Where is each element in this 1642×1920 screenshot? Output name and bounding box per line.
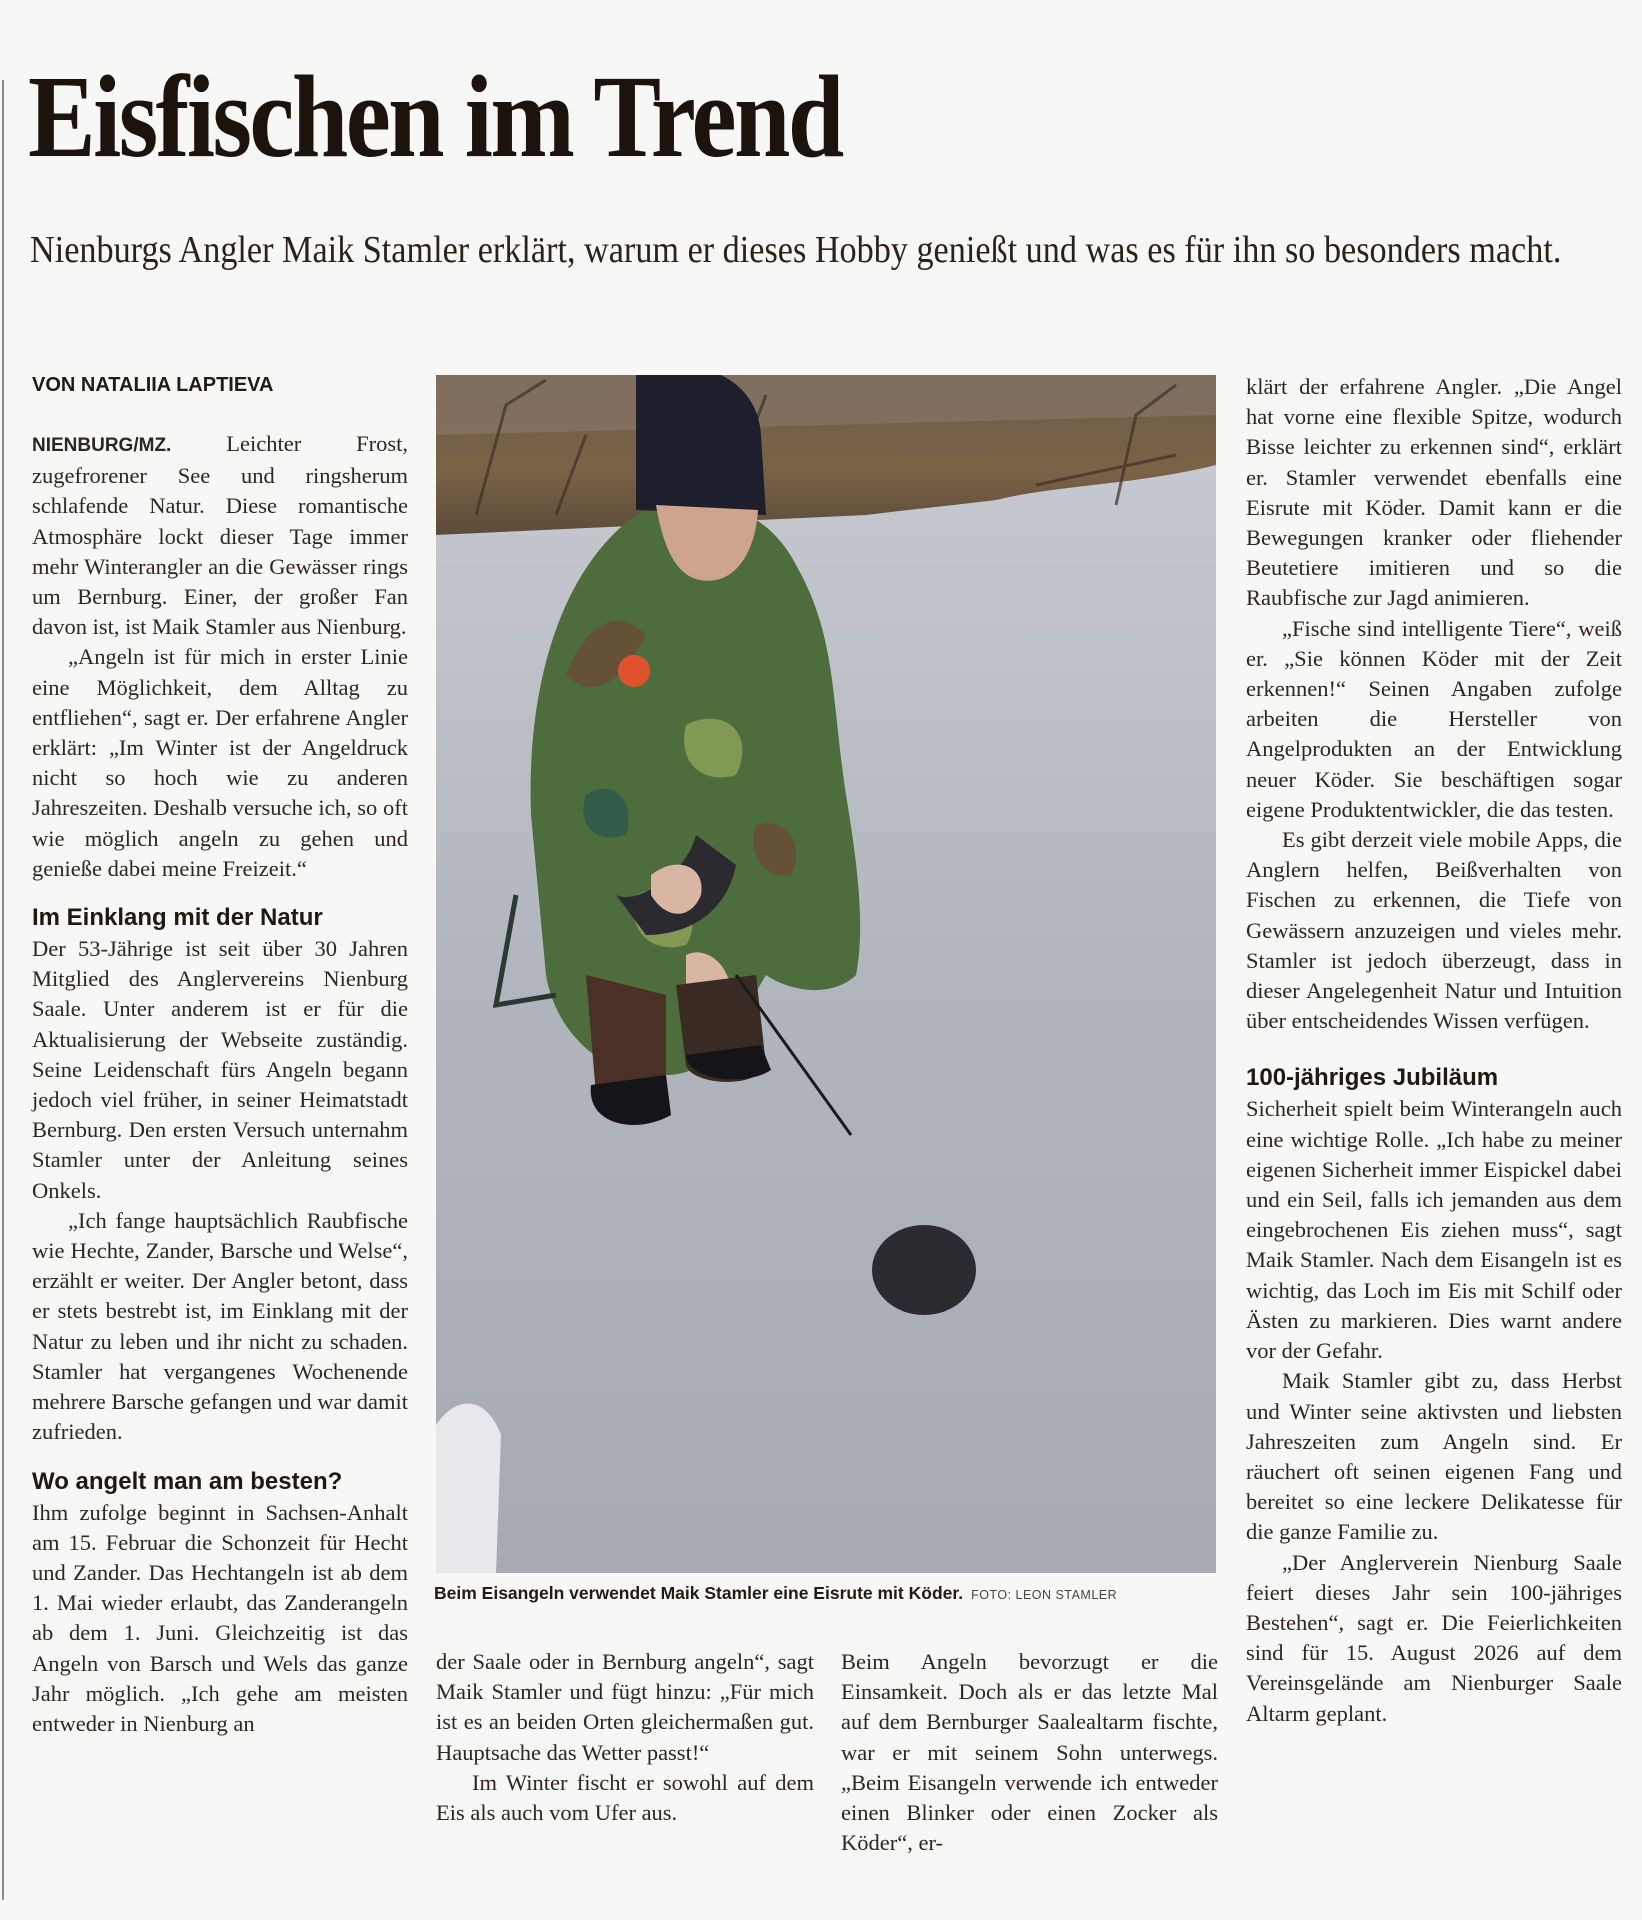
headline: Eisfischen im Trend — [28, 51, 842, 182]
dateline: NIENBURG/MZ. — [32, 435, 172, 456]
paragraph: Beim Angeln bevorzugt er die Einsamkeit. Doch als er das letzte Mal auf dem Bernburger Saalealtarm fischte, war er mit seinem Sohn unterwegs. „Beim Eisangeln verwende ich entweder einen Blinker oder einen Zocker als Köder“, er- — [841, 1649, 1218, 1856]
subheading: 100-jähriges Jubiläum — [1246, 1064, 1499, 1092]
photo-credit: FOTO: LEON STAMLER — [971, 1588, 1118, 1602]
paragraph: klärt der erfahrene Angler. „Die Angel hat vorne eine flexible Spitze, wodurch Bisse leichter zu erkennen sind“, erklärt er. Stamler verwendet ebenfalls eine Eisrute mit Köder. Damit kann er die Bewegungen kranker oder fliehender Beutetiere imitieren und so die Raubfische zur Jagd animieren. — [1246, 374, 1622, 611]
paragraph: Maik Stamler gibt zu, dass Herbst und Winter seine aktivsten und liebsten Jahreszeiten zum Angeln sind. Er räuchert oft seinen eigenen Fang und bereitet so eine leckere Delikatesse für die ganze Familie zu. — [1246, 1368, 1622, 1545]
photo-caption — [434, 1583, 1117, 1604]
paragraph — [32, 429, 408, 642]
paragraph: der Saale oder in Bernburg angeln“, sagt Maik Stamler und fügt hinzu: „Für mich ist es an beiden Orten gleichermaßen gut. Hauptsache das Wetter passt!“ — [436, 1649, 814, 1765]
byline: VON NATALIIA LAPTIEVA — [32, 374, 274, 396]
subtitle: Nienburgs Angler Maik Stamler erklärt, warum er dieses Hobby genießt und was es für ihn so besonders macht. — [30, 229, 1562, 271]
subheading: Wo angelt man am besten? — [32, 1467, 343, 1495]
paragraph: Ihm zufolge beginnt in Sachsen-Anhalt am 15. Februar die Schonzeit für Hecht und Zander. Das Hechtangeln ist ab dem 1. Mai wieder erlaubt, das Zanderangeln ab dem 1. Juni. Gleichzeitig ist das Angeln von Barsch und Wels das ganze Jahr möglich. „Ich gehe am meisten entweder in Nienburg an — [32, 1499, 408, 1736]
article-column-2 — [436, 1647, 814, 1828]
paragraph: Es gibt derzeit viele mobile Apps, die Anglern helfen, Beißverhalten von Fischen zu erkennen, die Tiefe von Gewässern anzuzeigen und vieles mehr. Stamler ist jedoch überzeugt, dass in dieser Angelegenheit Natur und Intuition über entscheidendes Wissen verfügen. — [1246, 827, 1622, 1034]
paragraph: „Fische sind intelligente Tiere“, weiß er. „Sie können Köder mit der Zeit erkennen!“ Seinen Angaben zufolge arbeiten die Hersteller von Angelprodukten an der Entwicklung neuer Köder. Sie beschäftigen sogar eigene Produktentwickler, die das testen. — [1246, 615, 1622, 822]
paragraph: „Ich fange hauptsächlich Raubfische wie Hechte, Zander, Barsche und Welse“, erzählt er weiter. Der Angler betont, dass er stets bestrebt ist, im Einklang mit der Natur zu leben und ihr nicht zu schaden. Stamler hat vergangenes Wochenende mehrere Barsche gefangen und war damit zufrieden. — [32, 1207, 408, 1445]
article-column-3 — [841, 1647, 1218, 1858]
caption-text: Beim Eisangeln verwendet Maik Stamler eine Eisrute mit Köder. — [434, 1583, 964, 1603]
article-photo — [436, 375, 1216, 1573]
article-column-4 — [1246, 372, 1622, 1729]
paragraph-text: Leichter Frost, zugefrorener See und ringsherum schlafende Natur. Diese romantische Atmosphäre lockt dieser Tage immer mehr Winterangler an die Gewässer rings um Bernburg. Einer, der großer Fan davon ist, ist Maik Stamler aus Nienburg. — [32, 431, 409, 640]
paragraph: Im Winter fischt er sowohl auf dem Eis als auch vom Ufer aus. — [436, 1769, 814, 1826]
page-edge-rule — [2, 80, 4, 1900]
paragraph: „Der Anglerverein Nienburg Saale feiert dieses Jahr sein 100-jähriges Bestehen“, sagt er. Die Feierlichkeiten sind für 15. August 2026 auf dem Vereinsgelände am Nienburger Saale Altarm geplant. — [1246, 1549, 1622, 1726]
photo-ice-fishing — [436, 375, 1216, 1573]
paragraph: Der 53-Jährige ist seit über 30 Jahren Mitglied des Anglervereins Nienburg Saale. Unter anderem ist er für die Aktualisierung der Webseite zuständig. Seine Leidenschaft fürs Angeln begann jedoch viel früher, in seiner Heimatstadt Bernburg. Den ersten Versuch unternahm Stamler unter der Anleitung seines Onkels. — [32, 936, 408, 1203]
paragraph: Sicherheit spielt beim Winterangeln auch eine wichtige Rolle. „Ich habe zu meiner eigenen Sicherheit immer Eispickel dabei und ein Seil, falls ich jemanden aus dem eingebrochenen Eis ziehen muss“, sagt Maik Stamler. Nach dem Eisangeln ist es wichtig, das Loch im Eis mit Schilf oder Ästen zu markieren. Dies warnt andere vor der Gefahr. — [1246, 1096, 1622, 1364]
article-column-1 — [32, 429, 408, 1739]
ice-hole — [872, 1225, 976, 1315]
paragraph: „Angeln ist für mich in erster Linie eine Möglichkeit, dem Alltag zu entfliehen“, sagt er. Der erfahrene Angler erklärt: „Im Winter ist der Angeldruck nicht so hoch wie zu anderen Jahreszeiten. Deshalb versuche ich, so oft wie möglich angeln zu gehen und genieße dabei meine Freizeit.“ — [32, 644, 408, 881]
subheading: Im Einklang mit der Natur — [32, 904, 323, 932]
